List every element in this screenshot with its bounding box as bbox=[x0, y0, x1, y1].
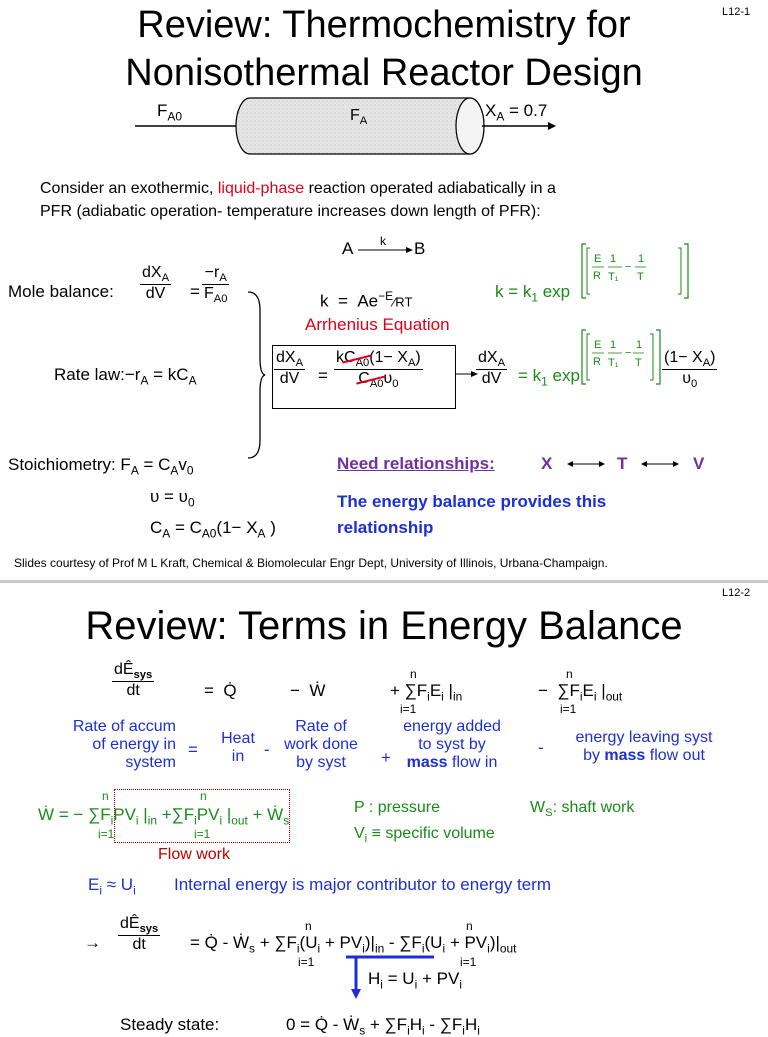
arrhenius-label: Arrhenius Equation bbox=[305, 315, 450, 334]
work-sum-i-1: i=1 bbox=[98, 827, 115, 841]
expanded-rhs: = Q̇ - Ẇ$_s$ + $\sum F_i(U_i + PV_i)|_{in} - \sum F_i(U_i + PV_i)|_{out}$ bbox=[190, 933, 517, 956]
k-temperature-expression: $k = k_1$ exp bbox=[495, 282, 571, 305]
svg-text:E: E bbox=[594, 339, 602, 351]
mole-balance-label: Mole balance: bbox=[8, 282, 114, 301]
expanded-accumulation: $dÊ_{sys}$ dt bbox=[120, 915, 159, 954]
result-exponent-bracket bbox=[580, 326, 664, 388]
svg-text:E: E bbox=[594, 253, 602, 265]
combined-equals: = bbox=[318, 366, 328, 385]
expanded-arrow: → bbox=[84, 933, 101, 952]
arrhenius-expression: $k = Ae^{-E}⁄RT$ bbox=[320, 289, 413, 311]
outlet-arrowhead bbox=[548, 122, 556, 130]
relationship-x: X bbox=[541, 454, 553, 473]
slide-number: L12-2 bbox=[722, 587, 751, 599]
concentration-equation: $C_A = C_{A0}(1- X_A$ ) bbox=[150, 518, 276, 541]
internal-energy-approx: $E_i \approx U_i$ bbox=[88, 875, 136, 898]
result-lhs: $dX_A$ dV bbox=[478, 349, 506, 388]
mole-balance-rhs: $\frac{-r_A}{F_{A0}}$ bbox=[204, 264, 228, 306]
t-v-double-arrow bbox=[640, 458, 680, 470]
svg-text:1: 1 bbox=[638, 253, 645, 265]
reaction-reactant: A bbox=[342, 239, 354, 258]
intro-line-2: PFR (adiabatic operation- temperature increases down length of PFR): bbox=[40, 203, 541, 220]
slide-title-line2: Nonisothermal Reactor Design bbox=[125, 52, 643, 94]
svg-text:T₁: T₁ bbox=[608, 357, 619, 369]
work-term: − Ẇ bbox=[290, 681, 326, 700]
svg-text:T: T bbox=[635, 357, 642, 369]
reaction-product: B bbox=[414, 239, 426, 258]
sum-upper-n-out: n bbox=[566, 667, 573, 681]
conversion-label: $X_A = 0.7$ bbox=[485, 101, 548, 124]
sum-lower-out: i=1 bbox=[560, 702, 577, 716]
slide-title: Review: Terms in Energy Balance bbox=[85, 604, 683, 648]
mole-balance-lhs: $dX_A$ dV bbox=[142, 264, 170, 303]
flow-work-box bbox=[114, 789, 290, 843]
internal-energy-note: Internal energy is major contributor to energy term bbox=[174, 875, 552, 894]
relationship-v: V bbox=[693, 454, 705, 473]
intro-line-1: Consider an exothermic, liquid-phase reaction operated adiabatically in a bbox=[40, 180, 556, 197]
svg-text:1: 1 bbox=[610, 253, 617, 265]
mass-in-term: + $\sum F_iE_i$ $|_{in}$ bbox=[390, 681, 463, 704]
work-sum-n-1: n bbox=[102, 789, 109, 803]
slide-credit: Slides courtesy of Prof M L Kraft, Chemical & Biomolecular Engr Dept, University of Illinois, Urbana-Champaign. bbox=[14, 556, 608, 570]
combined-lhs: $dX_A$ dV bbox=[276, 349, 304, 388]
need-relationships: Need relationships: bbox=[337, 454, 495, 473]
exp-sum-n-1: n bbox=[305, 919, 312, 933]
shaft-work-note: $W_S$: shaft work bbox=[530, 799, 635, 820]
flow-work-label: Flow work bbox=[158, 846, 231, 863]
leaving-desc: energy leaving syst by mass flow out bbox=[575, 729, 713, 764]
svg-text:−: − bbox=[625, 261, 632, 273]
exp-sum-i-1: i=1 bbox=[298, 955, 315, 969]
added-desc: energy added to syst by mass flow in bbox=[403, 718, 501, 771]
relationship-t: T bbox=[617, 454, 628, 473]
svg-text:R: R bbox=[593, 270, 601, 282]
equals-sign: = Q̇ bbox=[204, 681, 237, 700]
reaction-rate-constant: k bbox=[380, 234, 386, 248]
svg-text:1: 1 bbox=[636, 339, 643, 351]
energy-balance-note-2: relationship bbox=[337, 518, 434, 537]
k-exponent-bracket bbox=[580, 240, 692, 302]
reaction-arrow bbox=[356, 244, 416, 256]
specific-volume-note: $V_i$ ≡ specific volume bbox=[354, 825, 495, 846]
sum-upper-n-in: n bbox=[410, 667, 417, 681]
inlet-flow-label: $F_{A0}$ bbox=[157, 101, 182, 124]
minus-desc: - bbox=[264, 740, 270, 759]
pressure-note: P : pressure bbox=[354, 799, 440, 816]
sum-lower-in: i=1 bbox=[400, 702, 417, 716]
combined-rhs: $kC_{A0}$ $(1- X_A)$ $C_{A0}$ $\upsilon_0$ bbox=[336, 349, 421, 391]
rate-law-label: Rate $law:-r_A = kC_A$ bbox=[54, 365, 197, 388]
mass-out-term: − $\sum F_iE_i$ $|_{out}$ bbox=[538, 681, 623, 704]
steady-state-label: Steady state: bbox=[120, 1015, 220, 1034]
svg-text:T: T bbox=[637, 271, 644, 283]
minus-desc-2: - bbox=[538, 738, 544, 757]
grouping-brace bbox=[244, 290, 266, 460]
accumulation-term: $dÊ_{sys}$ dt bbox=[114, 661, 153, 700]
work-expansion: Ẇ = − $\sum F_iPV_i$ $|_{in} +\sum F_iPV_i$ $|_{out}$ + Ẇ$_s$ bbox=[38, 805, 290, 828]
accum-desc: Rate of accum of energy in system bbox=[72, 718, 176, 771]
work-sum-i-2: i=1 bbox=[194, 827, 211, 841]
exp-sum-n-2: n bbox=[466, 919, 473, 933]
enthalpy-definition: $H_i = U_i + PV_i$ bbox=[368, 969, 462, 992]
slide-2 bbox=[0, 583, 768, 1037]
work-sum-n-2: n bbox=[200, 789, 207, 803]
svg-text:1: 1 bbox=[610, 339, 617, 351]
result-k-expression: = $k_1$ exp bbox=[518, 366, 580, 389]
exp-sum-i-2: i=1 bbox=[460, 955, 477, 969]
heat-desc: Heat in bbox=[221, 730, 255, 765]
svg-text:T₁: T₁ bbox=[608, 271, 619, 283]
equals-desc: = bbox=[188, 740, 198, 759]
steady-state-equation: 0 = Q̇ - Ẇ$_s$ + $\sum F_iH_i - \sum F_iH_i$ bbox=[286, 1015, 480, 1037]
plus-desc: + bbox=[381, 748, 391, 767]
svg-text:−: − bbox=[625, 347, 632, 359]
x-t-double-arrow bbox=[566, 458, 606, 470]
work-desc: Rate of work done by syst bbox=[284, 718, 358, 771]
energy-balance-note-1: The energy balance provides this bbox=[337, 492, 607, 511]
slide-number: L12-1 bbox=[722, 6, 751, 18]
volumetric-flow-equation: $\upsilon = \upsilon_0$ bbox=[150, 487, 195, 510]
mole-balance-equals: = bbox=[190, 282, 200, 301]
pfr-outlet-face bbox=[456, 98, 484, 154]
stoichiometry-label: Stoichiometry: $F_A = C_Av_0$ bbox=[8, 455, 194, 478]
reactor-flow-label: $F_A$ bbox=[350, 107, 368, 128]
slide-title-line1: Review: Thermochemistry for bbox=[137, 4, 631, 46]
result-conversion-term: $\frac{(1- X_A)}{\upsilon_0}$ bbox=[664, 349, 716, 391]
svg-text:R: R bbox=[593, 356, 601, 368]
